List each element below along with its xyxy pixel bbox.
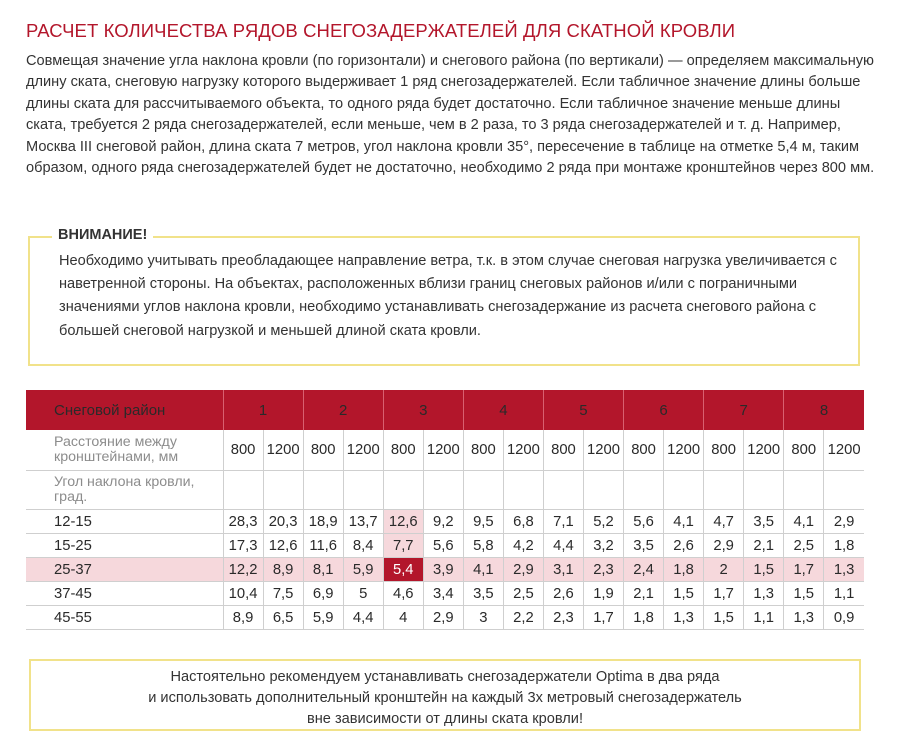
value-cell: 3 bbox=[463, 606, 503, 630]
spacing-cell: 800 bbox=[543, 430, 583, 471]
value-cell: 1,5 bbox=[704, 606, 744, 630]
value-cell: 3,2 bbox=[583, 534, 623, 558]
angle-header-empty-cell bbox=[463, 471, 503, 510]
value-cell: 1,7 bbox=[704, 582, 744, 606]
angle-header-empty-cell bbox=[704, 471, 744, 510]
value-cell: 12,2 bbox=[223, 558, 263, 582]
value-cell: 2,4 bbox=[624, 558, 664, 582]
value-cell: 1,8 bbox=[664, 558, 704, 582]
value-cell: 1,1 bbox=[824, 582, 864, 606]
region-header-cell: 8 bbox=[784, 390, 864, 430]
angle-header-empty-cell bbox=[824, 471, 864, 510]
angle-header-empty-cell bbox=[423, 471, 463, 510]
spacing-cell: 1200 bbox=[583, 430, 623, 471]
value-cell: 2,3 bbox=[543, 606, 583, 630]
table-row bbox=[26, 510, 864, 534]
angle-header-empty-cell bbox=[784, 471, 824, 510]
angle-range-cell: 25-37 bbox=[26, 558, 223, 582]
angle-header-empty-cell bbox=[624, 471, 664, 510]
table-row bbox=[26, 606, 864, 630]
value-cell: 5,4 bbox=[383, 558, 423, 582]
spacing-cell: 1200 bbox=[263, 430, 303, 471]
region-header-label: Снеговой район bbox=[26, 390, 223, 430]
value-cell: 2,6 bbox=[543, 582, 583, 606]
value-cell: 7,5 bbox=[263, 582, 303, 606]
value-cell: 2 bbox=[704, 558, 744, 582]
value-cell: 3,5 bbox=[744, 510, 784, 534]
spacing-cell: 1200 bbox=[503, 430, 543, 471]
value-cell: 4,4 bbox=[543, 534, 583, 558]
angle-label: Угол наклона кровли, град. bbox=[26, 471, 223, 510]
angle-header-empty-cell bbox=[664, 471, 704, 510]
value-cell: 2,5 bbox=[503, 582, 543, 606]
value-cell: 12,6 bbox=[383, 510, 423, 534]
value-cell: 4,1 bbox=[784, 510, 824, 534]
value-cell: 8,9 bbox=[263, 558, 303, 582]
value-cell: 1,3 bbox=[824, 558, 864, 582]
value-cell: 5,9 bbox=[303, 606, 343, 630]
value-cell: 5,9 bbox=[343, 558, 383, 582]
spacing-cell: 800 bbox=[223, 430, 263, 471]
angle-range-cell: 12-15 bbox=[26, 510, 223, 534]
value-cell: 7,7 bbox=[383, 534, 423, 558]
value-cell: 0,9 bbox=[824, 606, 864, 630]
value-cell: 2,5 bbox=[784, 534, 824, 558]
table-row bbox=[26, 558, 864, 582]
value-cell: 3,1 bbox=[543, 558, 583, 582]
spacing-cell: 1200 bbox=[343, 430, 383, 471]
angle-header-empty-cell bbox=[223, 471, 263, 510]
value-cell: 1,7 bbox=[784, 558, 824, 582]
value-cell: 2,6 bbox=[664, 534, 704, 558]
spacing-cell: 800 bbox=[704, 430, 744, 471]
region-header-cell: 6 bbox=[624, 390, 704, 430]
value-cell: 9,5 bbox=[463, 510, 503, 534]
value-cell: 12,6 bbox=[263, 534, 303, 558]
value-cell: 13,7 bbox=[343, 510, 383, 534]
snow-load-table bbox=[26, 390, 864, 630]
value-cell: 8,1 bbox=[303, 558, 343, 582]
region-header-cell: 5 bbox=[543, 390, 623, 430]
value-cell: 4,6 bbox=[383, 582, 423, 606]
value-cell: 2,3 bbox=[583, 558, 623, 582]
value-cell: 5,6 bbox=[423, 534, 463, 558]
recommendation-line: Настоятельно рекомендуем устанавливать снегозадержатели Optima в два ряда bbox=[170, 669, 720, 685]
angle-header-empty-cell bbox=[583, 471, 623, 510]
region-header-row bbox=[26, 390, 864, 430]
warning-box bbox=[28, 227, 860, 366]
region-header-cell: 4 bbox=[463, 390, 543, 430]
angle-range-cell: 45-55 bbox=[26, 606, 223, 630]
value-cell: 1,3 bbox=[744, 582, 784, 606]
region-header-cell: 3 bbox=[383, 390, 463, 430]
value-cell: 11,6 bbox=[303, 534, 343, 558]
value-cell: 3,5 bbox=[624, 534, 664, 558]
value-cell: 2,9 bbox=[824, 510, 864, 534]
spacing-cell: 800 bbox=[303, 430, 343, 471]
recommendation-line: и использовать дополнительный кронштейн на каждый 3х метровый снегозадержатель bbox=[148, 690, 742, 707]
value-cell: 6,8 bbox=[503, 510, 543, 534]
value-cell: 4,2 bbox=[503, 534, 543, 558]
recommendation-box bbox=[29, 659, 861, 731]
value-cell: 2,1 bbox=[744, 534, 784, 558]
value-cell: 20,3 bbox=[263, 510, 303, 534]
table-row bbox=[26, 534, 864, 558]
spacing-row bbox=[26, 430, 864, 471]
region-header-cell: 2 bbox=[303, 390, 383, 430]
value-cell: 3,9 bbox=[423, 558, 463, 582]
value-cell: 1,8 bbox=[824, 534, 864, 558]
angle-header-empty-cell bbox=[343, 471, 383, 510]
region-header-cell: 1 bbox=[223, 390, 303, 430]
angle-header-empty-cell bbox=[503, 471, 543, 510]
spacing-cell: 1200 bbox=[423, 430, 463, 471]
value-cell: 1,5 bbox=[784, 582, 824, 606]
value-cell: 1,3 bbox=[784, 606, 824, 630]
value-cell: 2,2 bbox=[503, 606, 543, 630]
value-cell: 28,3 bbox=[223, 510, 263, 534]
value-cell: 2,9 bbox=[704, 534, 744, 558]
angle-range-cell: 15-25 bbox=[26, 534, 223, 558]
angle-header-empty-cell bbox=[263, 471, 303, 510]
value-cell: 5,6 bbox=[624, 510, 664, 534]
warning-title: ВНИМАНИЕ! bbox=[52, 227, 153, 243]
spacing-cell: 1200 bbox=[744, 430, 784, 471]
warning-text: Необходимо учитывать преобладающее направление ветра, т.к. в этом случае снеговая нагрузка увеличивается с наветренной стороны. На объектах, расположенных вблизи границ снеговых районов и/или с пограничными значениями углов наклона кровли, необходимо устанавливать снегозадержание из расчета снегового района с большей снеговой нагрузкой и меньшей длиной ската кровли. bbox=[59, 253, 837, 339]
angle-range-cell: 37-45 bbox=[26, 582, 223, 606]
region-header-cell: 7 bbox=[704, 390, 784, 430]
value-cell: 4,1 bbox=[463, 558, 503, 582]
angle-row bbox=[26, 471, 864, 510]
value-cell: 9,2 bbox=[423, 510, 463, 534]
value-cell: 4 bbox=[383, 606, 423, 630]
table-row bbox=[26, 582, 864, 606]
value-cell: 1,5 bbox=[744, 558, 784, 582]
value-cell: 1,3 bbox=[664, 606, 704, 630]
value-cell: 4,7 bbox=[704, 510, 744, 534]
spacing-cell: 1200 bbox=[824, 430, 864, 471]
value-cell: 8,4 bbox=[343, 534, 383, 558]
value-cell: 1,5 bbox=[664, 582, 704, 606]
value-cell: 1,9 bbox=[583, 582, 623, 606]
angle-header-empty-cell bbox=[543, 471, 583, 510]
spacing-cell: 800 bbox=[784, 430, 824, 471]
spacing-cell: 1200 bbox=[664, 430, 704, 471]
value-cell: 5 bbox=[343, 582, 383, 606]
value-cell: 4,1 bbox=[664, 510, 704, 534]
value-cell: 5,2 bbox=[583, 510, 623, 534]
value-cell: 6,5 bbox=[263, 606, 303, 630]
value-cell: 7,1 bbox=[543, 510, 583, 534]
value-cell: 1,8 bbox=[624, 606, 664, 630]
value-cell: 5,8 bbox=[463, 534, 503, 558]
value-cell: 2,9 bbox=[503, 558, 543, 582]
value-cell: 8,9 bbox=[223, 606, 263, 630]
recommendation-line: вне зависимости от длины ската кровли! bbox=[306, 711, 584, 728]
spacing-cell: 800 bbox=[383, 430, 423, 471]
value-cell: 2,9 bbox=[423, 606, 463, 630]
value-cell: 2,1 bbox=[624, 582, 664, 606]
spacing-cell: 800 bbox=[463, 430, 503, 471]
value-cell: 1,7 bbox=[583, 606, 623, 630]
value-cell: 6,9 bbox=[303, 582, 343, 606]
spacing-label: Расстояние между кронштейнами, мм bbox=[26, 430, 223, 471]
angle-header-empty-cell bbox=[303, 471, 343, 510]
value-cell: 1,1 bbox=[744, 606, 784, 630]
value-cell: 3,4 bbox=[423, 582, 463, 606]
value-cell: 4,4 bbox=[343, 606, 383, 630]
angle-header-empty-cell bbox=[744, 471, 784, 510]
spacing-cell: 800 bbox=[624, 430, 664, 471]
value-cell: 18,9 bbox=[303, 510, 343, 534]
value-cell: 17,3 bbox=[223, 534, 263, 558]
angle-header-empty-cell bbox=[383, 471, 423, 510]
value-cell: 3,5 bbox=[463, 582, 503, 606]
intro-paragraph: Совмещая значение угла наклона кровли (по горизонтали) и снегового района (по вертикали) — определяем максимальную длину ската, снеговую нагрузку которого выдерживает 1 ряд снегозадержателей. Если табличное значение длины больше длины ската для рассчитываемого объекта, то одного ряда будет достаточно. Если табличное значение меньше длины ската, требуется 2 ряда снегозадержателей, если меньше, чем в 2 раза, то 3 ряда снегозадержателей и т. д. Например, Москва III снеговой район, длина ската 7 метров, угол наклона кровли 35°, пересечение в таблице на отметке 5,4 м, таким образом, одного ряда снегозадержателей будет не достаточно, необходимо 2 ряда при монтаже кронштейнов через 800 мм. bbox=[26, 53, 875, 177]
page-title: РАСЧЕТ КОЛИЧЕСТВА РЯДОВ СНЕГОЗАДЕРЖАТЕЛЕЙ ДЛЯ СКАТНОЙ КРОВЛИ bbox=[26, 20, 736, 41]
value-cell: 10,4 bbox=[223, 582, 263, 606]
